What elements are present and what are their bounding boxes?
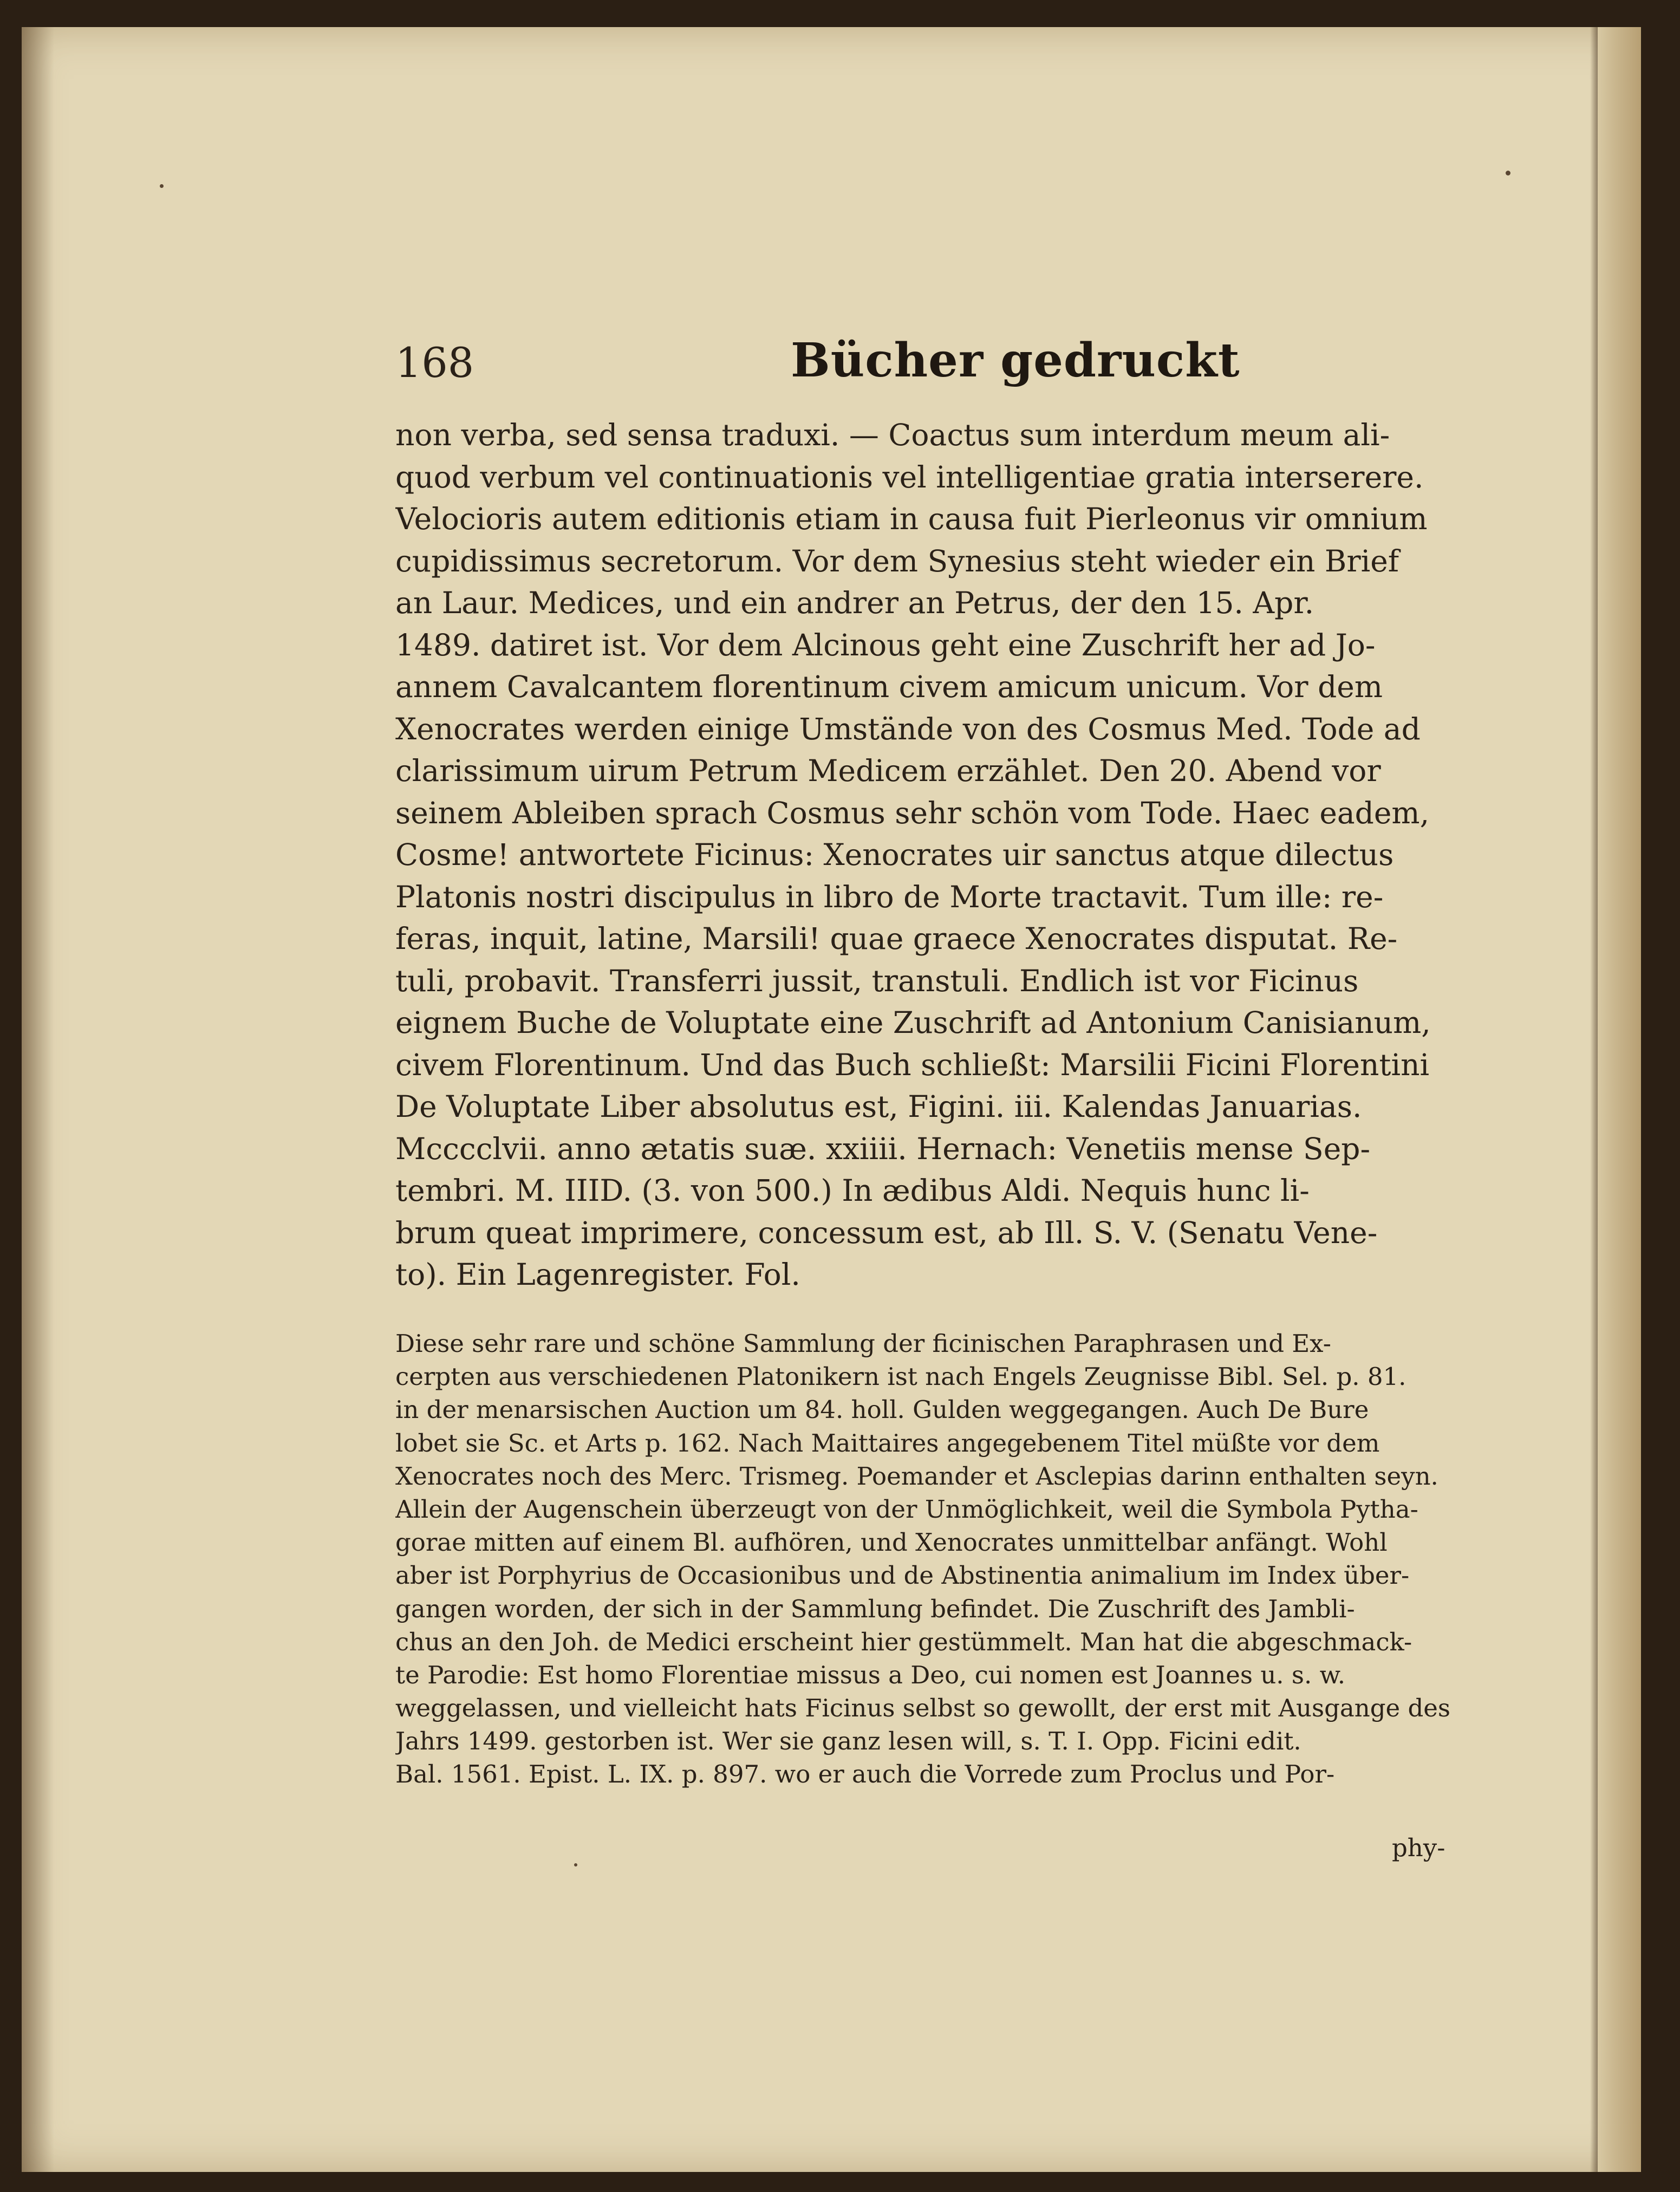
catchword: phy- <box>1392 1833 1445 1862</box>
note-line: in der menarsischen Auction um 84. holl. Gulden weggegangen. Auch De Bure <box>395 1395 1369 1425</box>
body-line: clarissimum uirum Petrum Medicem erzählet. Den 20. Abend vor <box>395 753 1381 788</box>
running-head: Bücher gedruckt <box>791 333 1240 388</box>
body-line: seinem Ableiben sprach Cosmus sehr schön vom Tode. Haec eadem, <box>395 795 1430 830</box>
body-line: annem Cavalcantem florentinum civem amicum unicum. Vor dem <box>395 669 1383 704</box>
note-line: cerpten aus verschiedenen Platonikern ist nach Engels Zeugnisse Bibl. Sel. p. 81. <box>395 1362 1406 1391</box>
body-line: quod verbum vel continuationis vel intelligentiae gratia interserere. <box>395 459 1424 495</box>
paper-speck <box>160 184 164 188</box>
body-line: an Laur. Medices, und ein andrer an Petrus, der den 15. Apr. <box>395 586 1314 620</box>
body-line: brum queat imprimere, concessum est, ab Ill. S. V. (Senatu Vene- <box>395 1215 1378 1250</box>
note-line: gangen worden, der sich in der Sammlung befindet. Die Zuschrift des Jambli- <box>395 1594 1355 1623</box>
body-line: Cosme! antwortete Ficinus: Xenocrates uir sanctus atque dilectus <box>395 837 1394 872</box>
page-header <box>374 317 1446 393</box>
main-text-block <box>395 414 1457 1296</box>
body-line: Mcccclvii. anno ætatis suæ. xxiiii. Hernach: Venetiis mense Sep- <box>395 1131 1371 1166</box>
note-line: te Parodie: Est homo Florentiae missus a Deo, cui nomen est Joannes u. s. w. <box>395 1660 1346 1689</box>
note-line: gorae mitten auf einem Bl. aufhören, und Xenocrates unmittelbar anfängt. Wohl <box>395 1528 1388 1557</box>
page-edge <box>1598 27 1641 2172</box>
note-line: chus an den Joh. de Medici erscheint hier gestümmelt. Man hat die abgeschmack- <box>395 1627 1412 1656</box>
body-line: civem Florentinum. Und das Buch schließt: Marsilii Ficini Florentini <box>395 1047 1430 1082</box>
note-line: lobet sie Sc. et Arts p. 162. Nach Maittaires angegebenem Titel müßte vor dem <box>395 1428 1380 1458</box>
body-line: eignem Buche de Voluptate eine Zuschrift ad Antonium Canisianum, <box>395 1005 1431 1040</box>
body-line: to). Ein Lagenregister. Fol. <box>395 1257 800 1292</box>
note-line: Allein der Augenschein überzeugt von der Unmöglichkeit, weil die Symbola Pytha- <box>395 1494 1418 1524</box>
note-line: weggelassen, und vielleicht hats Ficinus selbst so gewollt, der erst mit Ausgange des <box>395 1694 1450 1723</box>
body-line: feras, inquit, latine, Marsili! quae graece Xenocrates disputat. Re- <box>395 921 1398 956</box>
paper-speck <box>574 1863 577 1866</box>
note-line: Jahrs 1499. gestorben ist. Wer sie ganz lesen will, s. T. I. Opp. Ficini edit. <box>395 1727 1301 1756</box>
body-line: Xenocrates werden einige Umstände von des Cosmus Med. Tode ad <box>395 711 1421 746</box>
gutter-shadow <box>22 27 54 2172</box>
body-line: non verba, sed sensa traduxi. — Coactus sum interdum meum ali- <box>395 418 1390 452</box>
note-line: Xenocrates noch des Merc. Trismeg. Poemander et Asclepias darinn enthalten seyn. <box>395 1461 1438 1491</box>
page-edge-shadow <box>1590 27 1598 2172</box>
body-line: Platonis nostri discipulus in libro de Morte tractavit. Tum ille: re- <box>395 879 1384 914</box>
page-number: 168 <box>395 339 474 387</box>
body-line: tembri. M. IIID. (3. von 500.) In ædibus Aldi. Nequis hunc li- <box>395 1173 1310 1208</box>
body-line: cupidissimus secretorum. Vor dem Synesius steht wieder ein Brief <box>395 543 1399 578</box>
note-line: Diese sehr rare und schöne Sammlung der ficinischen Paraphrasen und Ex- <box>395 1329 1331 1358</box>
note-line: aber ist Porphyrius de Occasionibus und de Abstinentia animalium im Index über- <box>395 1561 1410 1590</box>
body-line: De Voluptate Liber absolutus est, Figini. iii. Kalendas Januarias. <box>395 1089 1362 1124</box>
note-line: Bal. 1561. Epist. L. IX. p. 897. wo er auch die Vorrede zum Proclus und Por- <box>395 1760 1335 1789</box>
commentary-block <box>395 1327 1457 1791</box>
body-line: tuli, probavit. Transferri jussit, transtuli. Endlich ist vor Ficinus <box>395 963 1359 998</box>
paper-speck <box>1506 171 1510 175</box>
body-line: Velocioris autem editionis etiam in causa fuit Pierleonus vir omnium <box>395 502 1428 536</box>
body-line: 1489. datiret ist. Vor dem Alcinous geht eine Zuschrift her ad Jo- <box>395 627 1376 662</box>
